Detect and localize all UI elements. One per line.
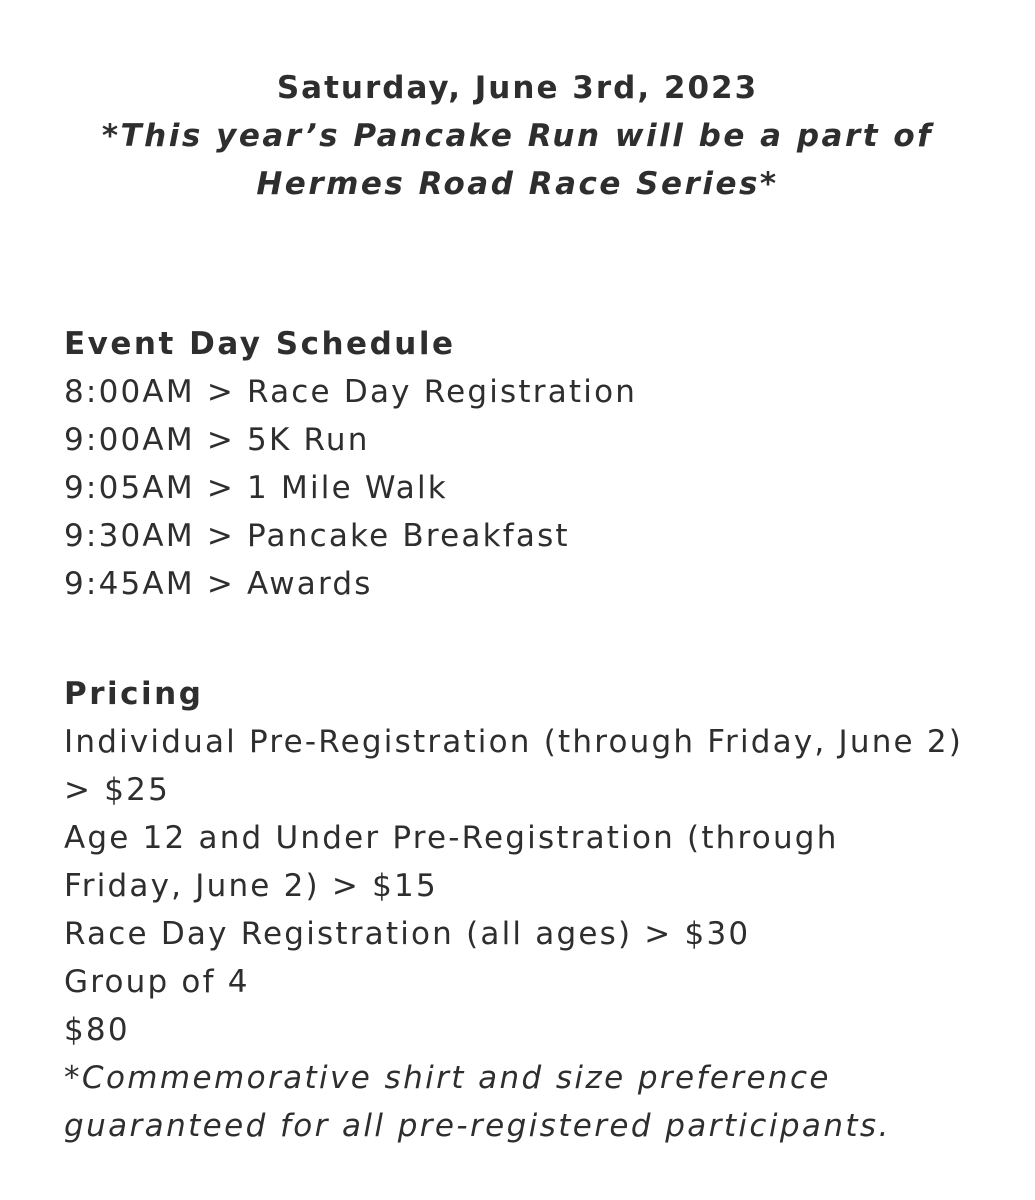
schedule-heading: Event Day Schedule <box>64 326 456 362</box>
schedule-section <box>64 320 964 608</box>
series-note-line-2: Hermes Road Race Series* <box>256 166 779 202</box>
schedule-item: 9:45AM > Awards <box>64 566 373 602</box>
pricing-item: Race Day Registration (all ages) > $30 <box>64 916 751 952</box>
schedule-item: 9:00AM > 5K Run <box>64 422 370 458</box>
series-note <box>88 112 948 208</box>
pricing-item: Individual Pre-Registration (through Friday, June 2) > $25 <box>64 724 964 808</box>
pricing-heading: Pricing <box>64 676 204 712</box>
pricing-item: Age 12 and Under Pre-Registration (through Friday, June 2) > $15 <box>64 820 839 904</box>
pricing-footnote <box>64 1054 964 1150</box>
pricing-footnote-line-1: *Commemorative shirt and size preference <box>64 1060 831 1096</box>
event-date: Saturday, June 3rd, 2023 <box>276 70 759 106</box>
schedule-item: 8:00AM > Race Day Registration <box>64 374 638 410</box>
series-note-line-1: *This year’s Pancake Run will be a part of <box>101 118 934 154</box>
pricing-footnote-line-2: guaranteed for all pre-registered participants. <box>64 1108 891 1144</box>
pricing-item: $80 <box>64 1012 130 1048</box>
pricing-item: Group of 4 <box>64 964 250 1000</box>
schedule-item: 9:05AM > 1 Mile Walk <box>64 470 448 506</box>
schedule-item: 9:30AM > Pancake Breakfast <box>64 518 570 554</box>
event-header <box>0 64 1035 208</box>
pricing-section <box>64 670 964 1150</box>
